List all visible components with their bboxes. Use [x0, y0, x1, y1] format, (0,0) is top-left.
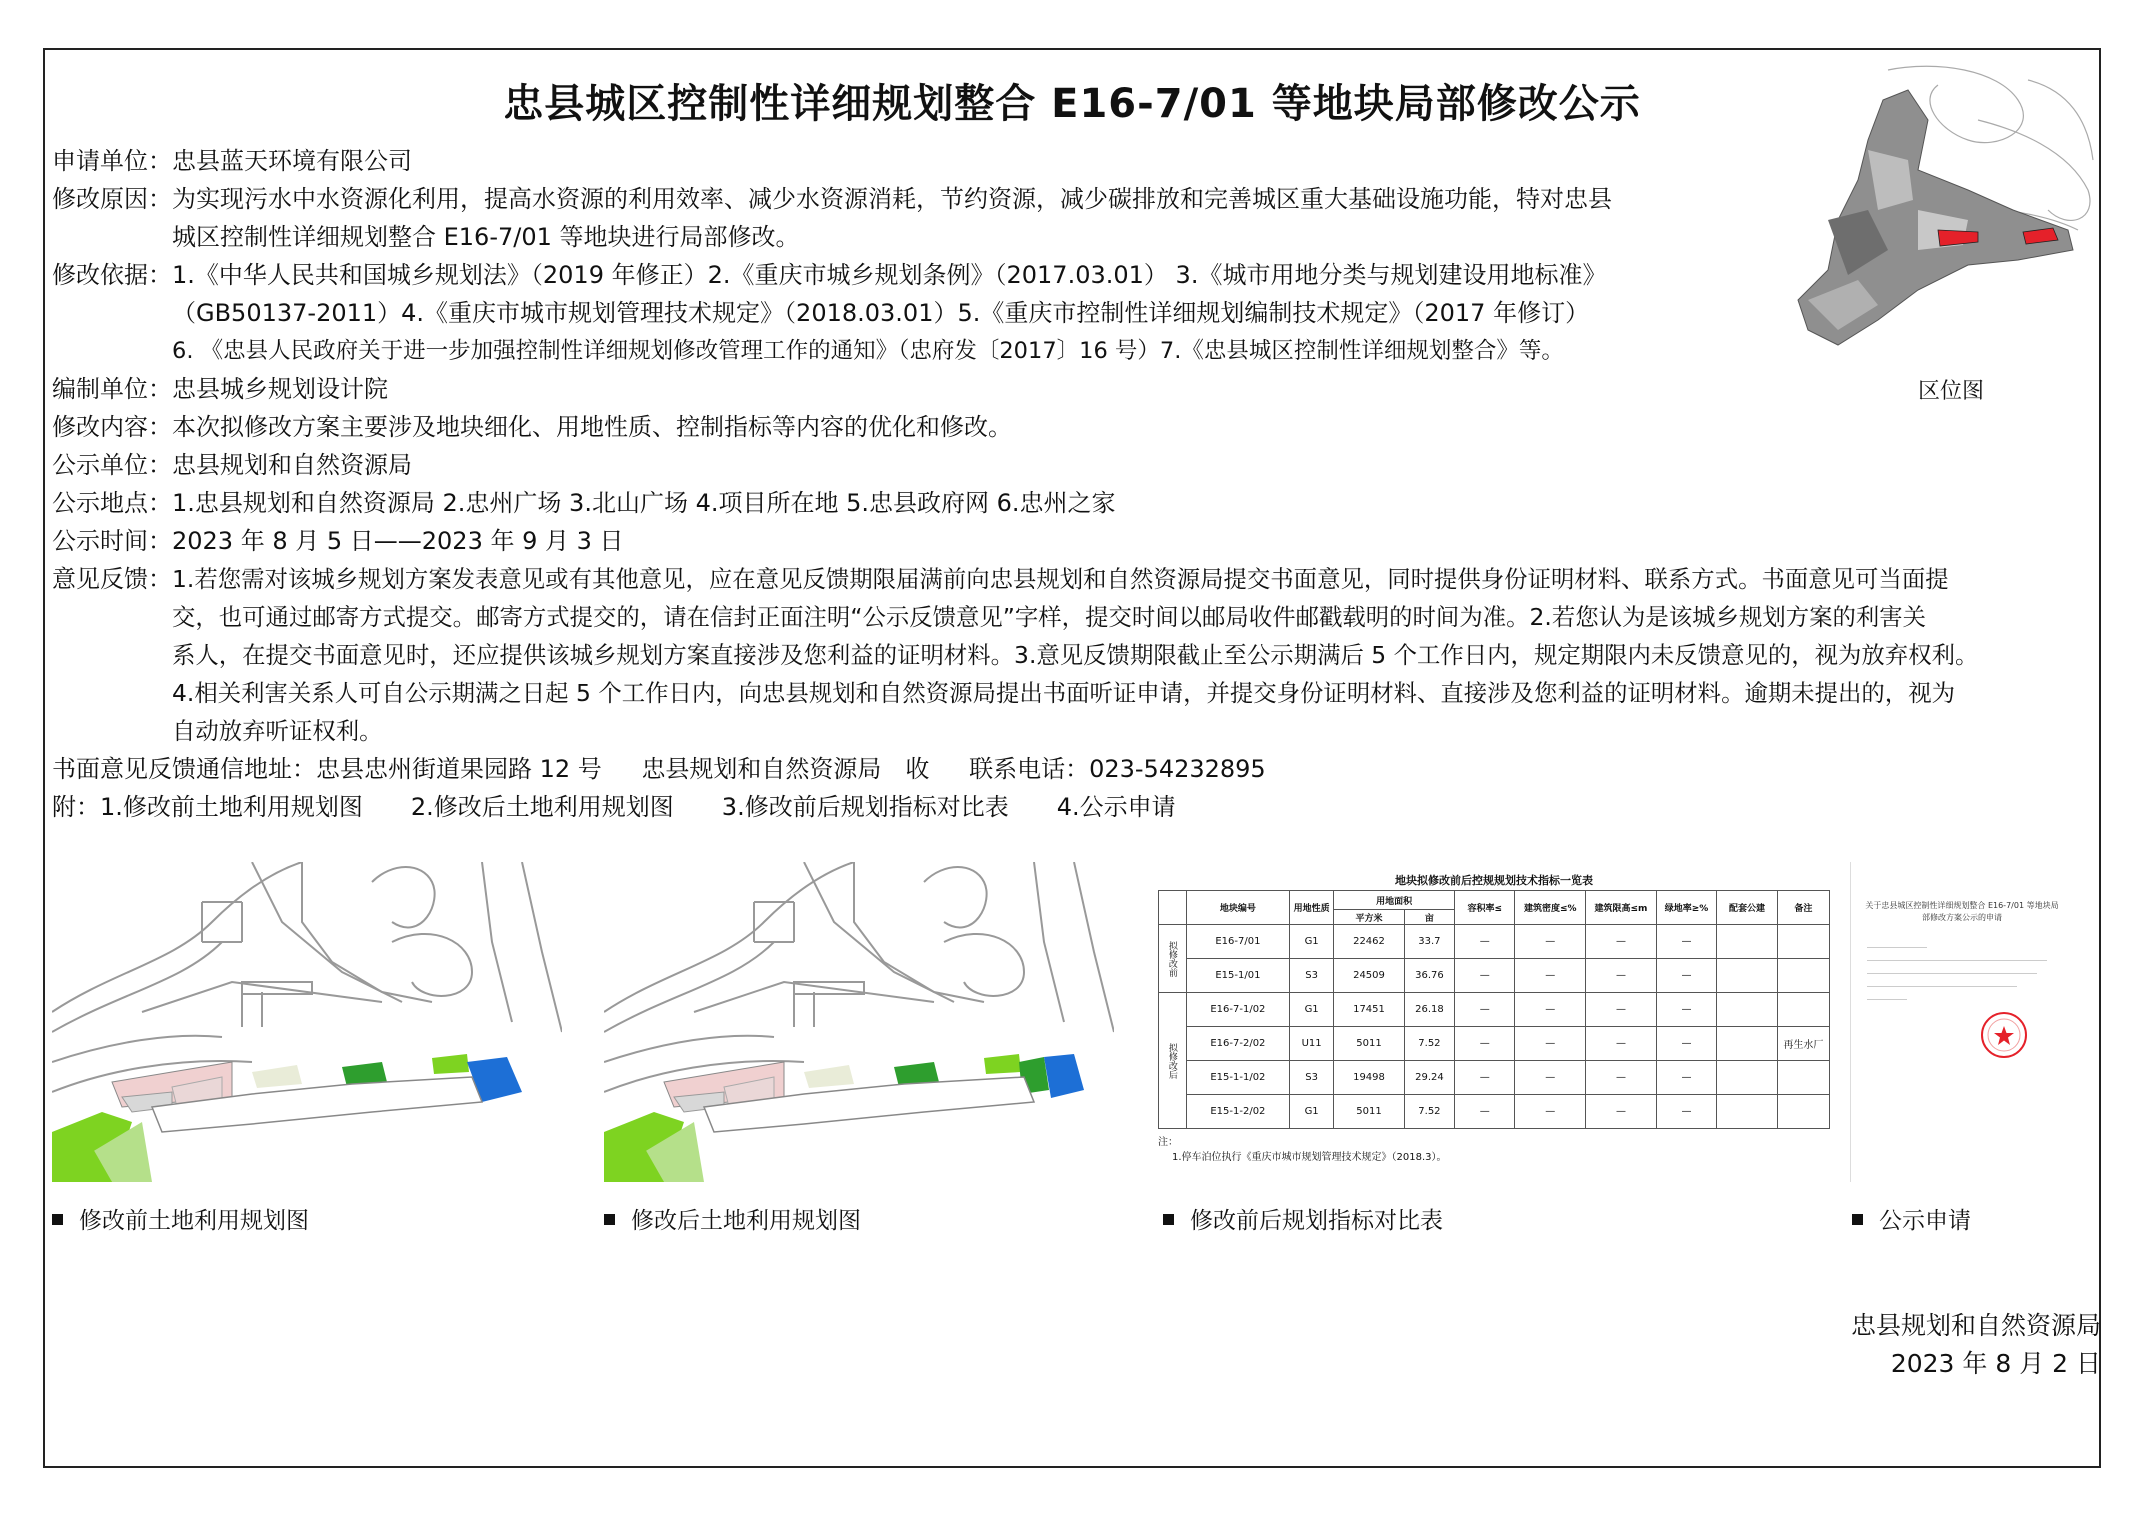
caption-comparison-table-text: 修改前后规划指标对比表	[1190, 1208, 1443, 1234]
table-cell: 7.52	[1404, 1027, 1454, 1061]
period-row	[52, 522, 1752, 560]
bullet-square-icon	[1163, 1214, 1174, 1225]
reason-line: 为实现污水中水资源化利用，提高水资源的利用效率、减少水资源消耗，节约资源，减少碳排放和完善城区重大基础设施功能，特对忠县	[172, 185, 1612, 213]
table-cell: —	[1586, 1095, 1657, 1129]
table-cell: —	[1515, 1027, 1586, 1061]
comparison-table-title: 地块拟修改前后控规规划技术指标一览表	[1395, 874, 1593, 887]
table-cell: —	[1656, 1095, 1716, 1129]
comparison-table	[1158, 890, 1830, 1129]
table-cell: 24509	[1334, 959, 1405, 993]
col-far: 容积率≤	[1455, 891, 1515, 925]
table-cell: S3	[1290, 1061, 1334, 1095]
table-cell: U11	[1290, 1027, 1334, 1061]
table-cell	[1777, 925, 1829, 959]
mailing-info	[52, 750, 1298, 788]
table-cell	[1717, 1061, 1777, 1095]
table-cell: —	[1656, 925, 1716, 959]
table-cell: —	[1455, 1095, 1515, 1129]
table-cell: —	[1515, 993, 1586, 1027]
table-cell	[1717, 1095, 1777, 1129]
table-cell: 22462	[1334, 925, 1405, 959]
comparison-table-body	[1159, 925, 1830, 1129]
publisher-row	[52, 446, 1752, 484]
feedback-line: 交，也可通过邮寄方式提交。邮寄方式提交的，请在信封正面注明“公示反馈意见”字样，提交时间以邮局收件邮戳载明的时间为准。2.若您认为是该城乡规划方案的利害关	[172, 603, 1927, 631]
table-note-label: 注：	[1158, 1137, 1178, 1148]
feedback-row	[52, 560, 2102, 750]
basis-line: （GB50137-2011）4.《重庆市城市规划管理技术规定》（2018.03.01）5.《重庆市控制性详细规划编制技术规定》（2017 年修订）	[172, 299, 1590, 327]
col-area-mu: 亩	[1404, 910, 1454, 925]
caption-application-text: 公示申请	[1879, 1208, 1971, 1234]
official-seal-icon	[1979, 1010, 2029, 1060]
table-cell: 5011	[1334, 1027, 1405, 1061]
table-cell: 7.52	[1404, 1095, 1454, 1129]
application-doc-title: 关于忠县城区控制性详细规划整合 E16-7/01 等地块局部修改方案公示的申请	[1865, 901, 2059, 922]
caption-before-map	[52, 1202, 309, 1235]
after-land-use-map	[604, 862, 1114, 1182]
bullet-square-icon	[604, 1214, 615, 1225]
table-cell: 36.76	[1404, 959, 1454, 993]
applicant-row	[52, 142, 1752, 180]
comparison-table-wrap	[1158, 862, 1830, 1182]
applicant-value: 忠县蓝天环境有限公司	[172, 147, 412, 175]
feedback-line: 4.相关利害关系人可自公示期满之日起 5 个工作日内，向忠县规划和自然资源局提出书面听证申请，并提交身份证明材料、直接涉及您利益的证明材料。逾期未提出的，视为	[172, 679, 1955, 707]
feedback-line: 1.若您需对该城乡规划方案发表意见或有其他意见，应在意见反馈期限届满前向忠县规划和自然资源局提交书面意见，同时提供身份证明材料、联系方式。书面意见可当面提	[172, 565, 1949, 593]
table-cell: E15-1-2/02	[1186, 1095, 1289, 1129]
caption-comparison-table	[1163, 1202, 1443, 1235]
table-cell: E16-7/01	[1186, 925, 1289, 959]
contact-phone: 联系电话：023-54232895	[969, 755, 1266, 783]
reason-label: 修改原因：	[52, 185, 172, 213]
attachments-list: 附：1.修改前土地利用规划图 2.修改后土地利用规划图 3.修改前后规划指标对比表 4.公示申请	[52, 793, 1176, 821]
col-land-use: 用地性质	[1290, 891, 1334, 925]
table-cell: —	[1586, 959, 1657, 993]
table-cell	[1777, 1095, 1829, 1129]
publisher-value: 忠县规划和自然资源局	[172, 451, 412, 479]
comparison-table-thumbnail	[1158, 862, 1830, 1182]
table-cell: E16-7-1/02	[1186, 993, 1289, 1027]
footer-organization: 忠县规划和自然资源局	[1850, 1311, 2101, 1340]
caption-after-map	[604, 1202, 861, 1235]
table-cell	[1777, 993, 1829, 1027]
table-row	[1159, 959, 1830, 993]
col-parcel-id: 地块编号	[1186, 891, 1289, 925]
bullet-square-icon	[52, 1214, 63, 1225]
content-value: 本次拟修改方案主要涉及地块细化、用地性质、控制指标等内容的优化和修改。	[172, 413, 1012, 441]
table-cell: —	[1455, 925, 1515, 959]
table-row	[1159, 1027, 1830, 1061]
basis-line: 6. 《忠县人民政府关于进一步加强控制性详细规划修改管理工作的通知》（忠府发〔2017〕16 号）7.《忠县城区控制性详细规划整合》等。	[172, 338, 1564, 364]
col-green-ratio: 绿地率≥%	[1656, 891, 1716, 925]
table-cell: —	[1586, 1061, 1657, 1095]
period-label: 公示时间：	[52, 527, 172, 555]
mailing-address: 书面意见反馈通信地址：忠县忠州街道果园路 12 号	[52, 755, 602, 783]
before-land-use-map	[52, 862, 562, 1182]
table-cell: G1	[1290, 925, 1334, 959]
period-value: 2023 年 8 月 5 日——2023 年 9 月 3 日	[172, 527, 624, 555]
table-cell: —	[1586, 1027, 1657, 1061]
table-cell: —	[1656, 993, 1716, 1027]
table-cell: —	[1455, 959, 1515, 993]
footer-date: 2023 年 8 月 2 日	[1890, 1349, 2101, 1378]
table-cell: S3	[1290, 959, 1334, 993]
table-cell: —	[1586, 993, 1657, 1027]
mailing-recipient: 忠县规划和自然资源局 收	[641, 755, 930, 783]
table-cell	[1777, 1061, 1829, 1095]
locations-row	[52, 484, 1752, 522]
table-cell: —	[1515, 959, 1586, 993]
table-cell	[1717, 993, 1777, 1027]
table-cell	[1717, 925, 1777, 959]
application-doc-thumbnail	[1850, 862, 2072, 1182]
caption-application	[1852, 1202, 1971, 1235]
table-cell: —	[1515, 1061, 1586, 1095]
compiler-label: 编制单位：	[52, 375, 172, 403]
applicant-label: 申请单位：	[52, 147, 172, 175]
table-cell: E15-1/01	[1186, 959, 1289, 993]
table-cell: —	[1656, 1061, 1716, 1095]
table-cell: —	[1515, 925, 1586, 959]
reclaimed-water-plant-shape	[1044, 1054, 1084, 1098]
location-map-caption: 区位图	[1918, 379, 1985, 404]
table-cell: —	[1515, 1095, 1586, 1129]
locations-value: 1.忠县规划和自然资源局 2.忠州广场 3.北山广场 4.项目所在地 5.忠县政府网 6.忠州之家	[172, 489, 1116, 517]
content-row	[52, 408, 1752, 446]
caption-before-map-text: 修改前土地利用规划图	[79, 1208, 309, 1234]
table-cell	[1777, 959, 1829, 993]
table-cell: —	[1455, 993, 1515, 1027]
application-doc	[1850, 862, 2073, 1182]
compiler-value: 忠县城乡规划设计院	[172, 375, 388, 403]
reason-line: 城区控制性详细规划整合 E16-7/01 等地块进行局部修改。	[172, 223, 800, 251]
basis-row	[52, 256, 1752, 370]
table-row	[1159, 1095, 1830, 1129]
table-cell	[1717, 959, 1777, 993]
publisher-label: 公示单位：	[52, 451, 172, 479]
table-cell: 5011	[1334, 1095, 1405, 1129]
table-cell: 再生水厂	[1777, 1027, 1829, 1061]
table-cell: —	[1455, 1027, 1515, 1061]
location-map	[1768, 60, 2098, 360]
table-cell: 17451	[1334, 993, 1405, 1027]
table-note: 1.停车泊位执行《重庆市城市规划管理技术规定》（2018.3）。	[1172, 1152, 1447, 1163]
feedback-line: 自动放弃听证权利。	[172, 717, 383, 745]
compiler-row	[52, 370, 1752, 408]
table-row	[1159, 925, 1830, 959]
table-cell: 26.18	[1404, 993, 1454, 1027]
feedback-text	[172, 560, 2092, 750]
col-area: 用地面积	[1334, 891, 1455, 910]
basis-line: 1.《中华人民共和国城乡规划法》（2019 年修正）2.《重庆市城乡规划条例》（2017.03.01） 3.《城市用地分类与规划建设用地标准》	[172, 261, 1607, 289]
basis-label: 修改依据：	[52, 261, 172, 289]
col-remarks: 备注	[1777, 891, 1829, 925]
content-label: 修改内容：	[52, 413, 172, 441]
table-cell: —	[1455, 1061, 1515, 1095]
table-cell: E16-7-2/02	[1186, 1027, 1289, 1061]
table-cell: —	[1656, 1027, 1716, 1061]
col-area-sqm: 平方米	[1334, 910, 1405, 925]
table-group-label: 拟修改后	[1159, 993, 1187, 1129]
table-cell: E15-1-1/02	[1186, 1061, 1289, 1095]
reason-row	[52, 180, 1752, 256]
table-row	[1159, 993, 1830, 1027]
table-cell: G1	[1290, 993, 1334, 1027]
page-title: 忠县城区控制性详细规划整合 E16-7/01 等地块局部修改公示	[503, 81, 1641, 127]
table-cell: —	[1586, 925, 1657, 959]
feedback-label: 意见反馈：	[52, 565, 172, 593]
col-public-facilities: 配套公建	[1717, 891, 1777, 925]
table-cell	[1717, 1027, 1777, 1061]
col-height: 建筑限高≤m	[1586, 891, 1657, 925]
col-coverage: 建筑密度≤%	[1515, 891, 1586, 925]
caption-after-map-text: 修改后土地利用规划图	[631, 1208, 861, 1234]
table-cell: 29.24	[1404, 1061, 1454, 1095]
locations-label: 公示地点：	[52, 489, 172, 517]
basis-text	[172, 256, 1702, 370]
table-cell: 33.7	[1404, 925, 1454, 959]
table-cell: —	[1656, 959, 1716, 993]
reason-text	[172, 180, 1702, 256]
bullet-square-icon	[1852, 1214, 1863, 1225]
table-group-label: 拟修改前	[1159, 925, 1187, 993]
feedback-line: 系人，在提交书面意见时，还应提供该城乡规划方案直接涉及您利益的证明材料。3.意见反馈期限截止至公示期满后 5 个工作日内，规定期限内未反馈意见的，视为放弃权利。	[172, 641, 1979, 669]
table-cell: 19498	[1334, 1061, 1405, 1095]
table-cell: G1	[1290, 1095, 1334, 1129]
table-row	[1159, 1061, 1830, 1095]
